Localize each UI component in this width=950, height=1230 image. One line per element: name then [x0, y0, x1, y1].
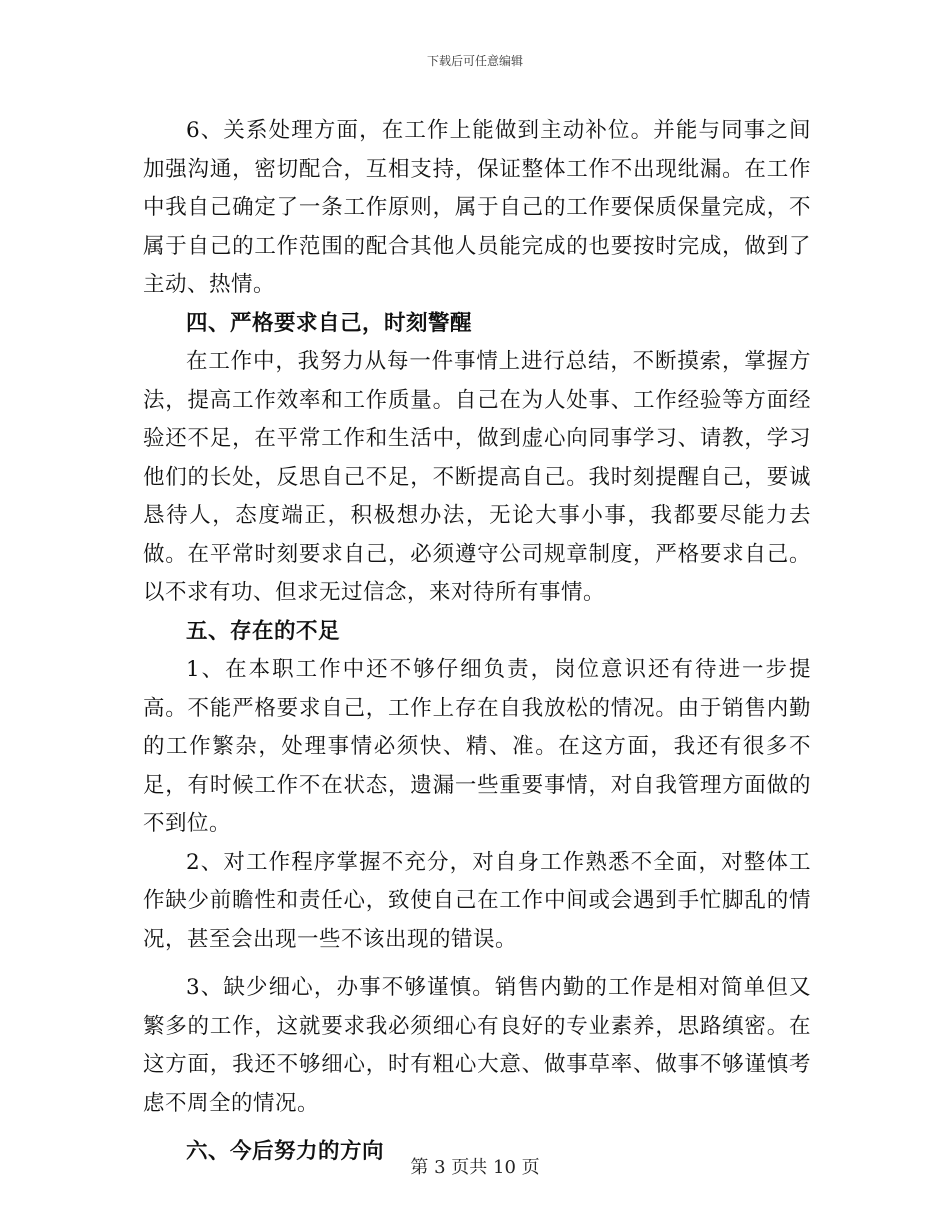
page-header: 下载后可任意编辑	[426, 54, 523, 68]
section-heading-4: 四、严格要求自己，时刻警醒	[186, 310, 473, 336]
section-heading-6: 六、今后努力的方向	[186, 1139, 385, 1164]
paragraph-relationship-handling: 6、关系处理方面，在工作上能做到主动补位。并能与同事之间加强沟通，密切配合，互相支持，保证整体工作不出现纰漏。在工作中我自己确定了一条工作原则，属于自己的工作要保质保量完成，不属于自己的工作范围的配合其他人员能完成的也要按时完成，做到了主动、热情。	[143, 118, 811, 297]
paragraph-shortcoming-3: 3、缺少细心，办事不够谨慎。销售内勤的工作是相对简单但又繁多的工作，这就要求我必须细心有良好的专业素养，思路缜密。在这方面，我还不够细心，时有粗心大意、做事草率、做事不够谨慎考虑不周全的情况。	[143, 975, 811, 1116]
document-body	[143, 112, 811, 1172]
paragraph-shortcoming-1: 1、在本职工作中还不够仔细负责，岗位意识还有待进一步提高。不能严格要求自己，工作上存在自我放松的情况。由于销售内勤的工作繁杂，处理事情必须快、精、准。在这方面，我还有很多不足，有时候工作不在状态，遗漏一些重要事情，对自我管理方面做的不到位。	[143, 657, 811, 836]
paragraph-self-discipline: 在工作中，我努力从每一件事情上进行总结，不断摸索，掌握方法，提高工作效率和工作质量。自己在为人处事、工作经验等方面经验还不足，在平常工作和生活中，做到虚心向同事学习、请教，学习他们的长处，反思自己不足，不断提高自己。我时刻提醒自己，要诚恳待人，态度端正，积极想办法，无论大事小事，我都要尽能力去做。在平常时刻要求自己，必须遵守公司规章制度，严格要求自己。以不求有功、但求无过信念，来对待所有事情。	[143, 349, 811, 605]
section-heading-5: 五、存在的不足	[186, 618, 341, 644]
page-number-footer: 第 3 页共 10 页	[410, 1157, 540, 1178]
paragraph-shortcoming-2: 2、对工作程序掌握不充分，对自身工作熟悉不全面，对整体工作缺少前瞻性和责任心，致使自己在工作中间或会遇到手忙脚乱的情况，甚至会出现一些不该出现的错误。	[143, 849, 811, 952]
